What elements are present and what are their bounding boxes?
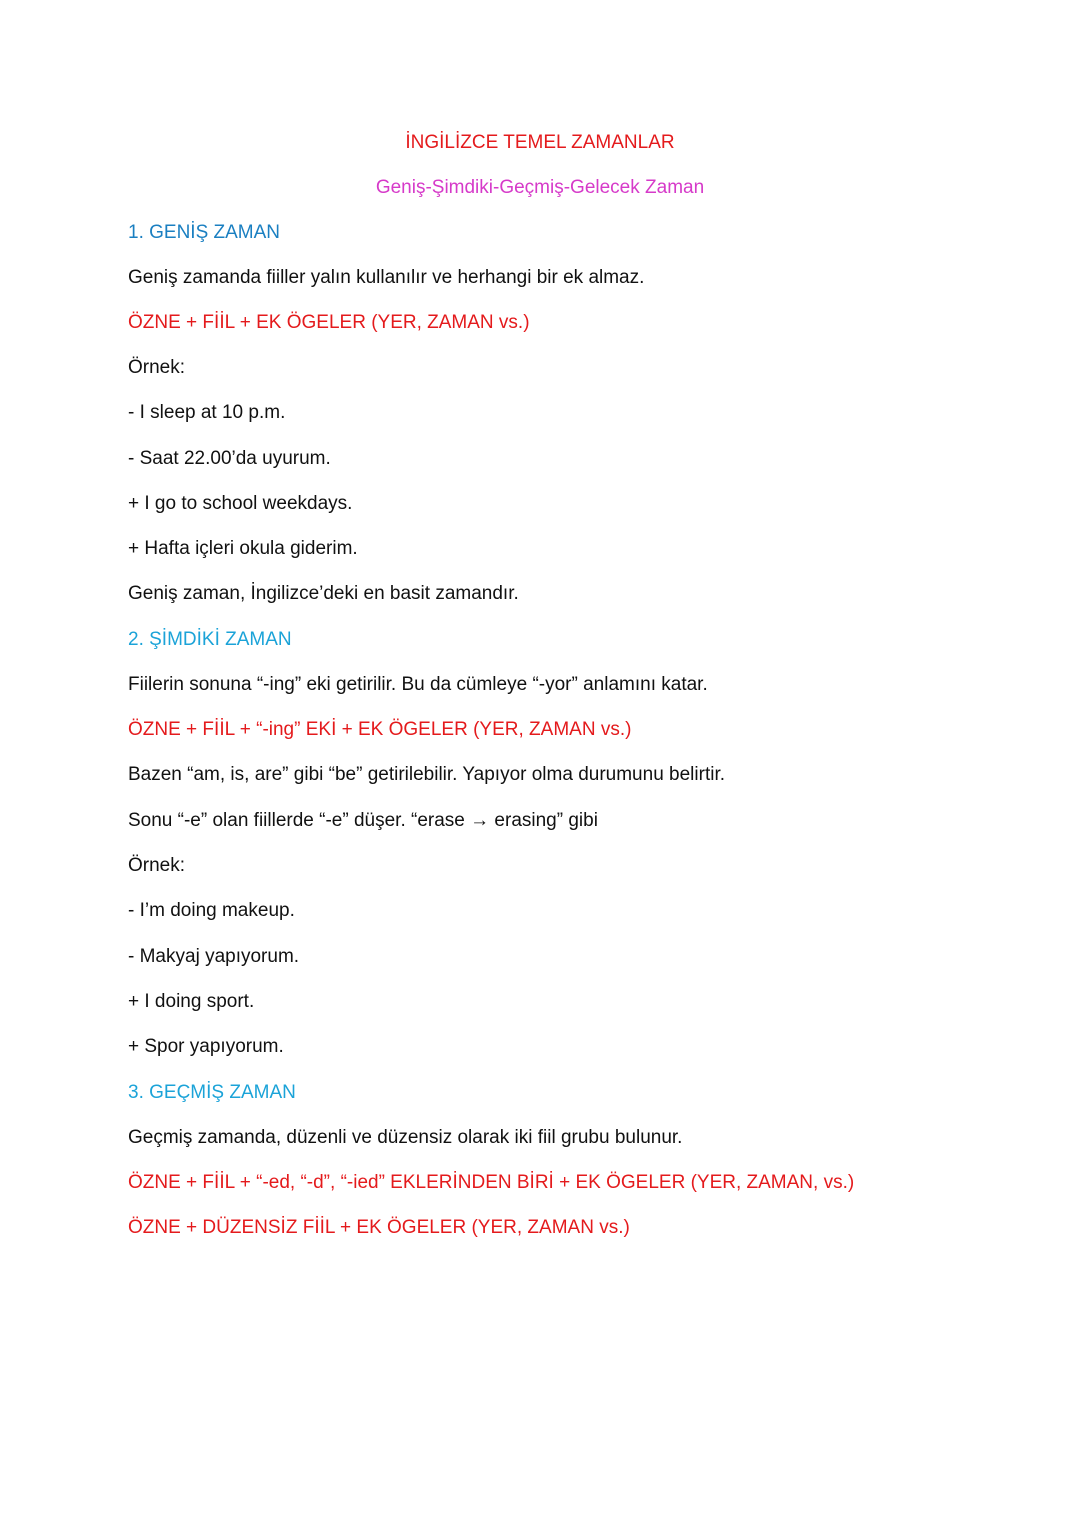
section-heading-simdiki-zaman: 2. ŞİMDİKİ ZAMAN (128, 629, 292, 650)
example-line: + Hafta içleri okula giderim. (128, 538, 358, 559)
grammar-formula: ÖZNE + FİİL + EK ÖGELER (YER, ZAMAN vs.) (128, 312, 530, 333)
document-title: İNGİLİZCE TEMEL ZAMANLAR (405, 132, 675, 153)
example-line: + I doing sport. (128, 991, 255, 1012)
section-intro: Geçmiş zamanda, düzenli ve düzensiz olarak iki fiil grubu bulunur. (128, 1127, 683, 1148)
section-intro: Fiilerin sonuna “-ing” eki getirilir. Bu da cümleye “-yor” anlamını katar. (128, 674, 708, 695)
section-intro: Geniş zamanda fiiller yalın kullanılır ve herhangi bir ek almaz. (128, 267, 645, 288)
example-line: - Makyaj yapıyorum. (128, 946, 300, 967)
section-heading-genis-zaman: 1. GENİŞ ZAMAN (128, 222, 281, 243)
grammar-formula: ÖZNE + FİİL + “-ing” EKİ + EK ÖGELER (YER, ZAMAN vs.) (128, 719, 632, 740)
example-line: + Spor yapıyorum. (128, 1036, 284, 1057)
grammar-formula: ÖZNE + DÜZENSİZ FİİL + EK ÖGELER (YER, ZAMAN vs.) (128, 1217, 630, 1238)
section-note: Bazen “am, is, are” gibi “be” getirilebilir. Yapıyor olma durumunu belirtir. (128, 764, 725, 785)
grammar-formula: ÖZNE + FİİL + “-ed, “-d”, “-ied” EKLERİNDEN BİRİ + EK ÖGELER (YER, ZAMAN, vs.) (128, 1172, 855, 1193)
example-line: - I sleep at 10 p.m. (128, 402, 286, 423)
example-line: - Saat 22.00’da uyurum. (128, 448, 331, 469)
section-note: Sonu “-e” olan fiillerde “-e” düşer. “erase → erasing” gibi (128, 810, 598, 831)
document-subtitle: Geniş-Şimdiki-Geçmiş-Gelecek Zaman (375, 177, 705, 198)
example-label: Örnek: (128, 357, 186, 378)
section-heading-gecmis-zaman: 3. GEÇMİŞ ZAMAN (128, 1082, 296, 1103)
example-label: Örnek: (128, 855, 186, 876)
example-line: + I go to school weekdays. (128, 493, 353, 514)
section-note: Geniş zaman, İngilizce’deki en basit zamandır. (128, 583, 519, 604)
example-line: - I’m doing makeup. (128, 900, 295, 921)
